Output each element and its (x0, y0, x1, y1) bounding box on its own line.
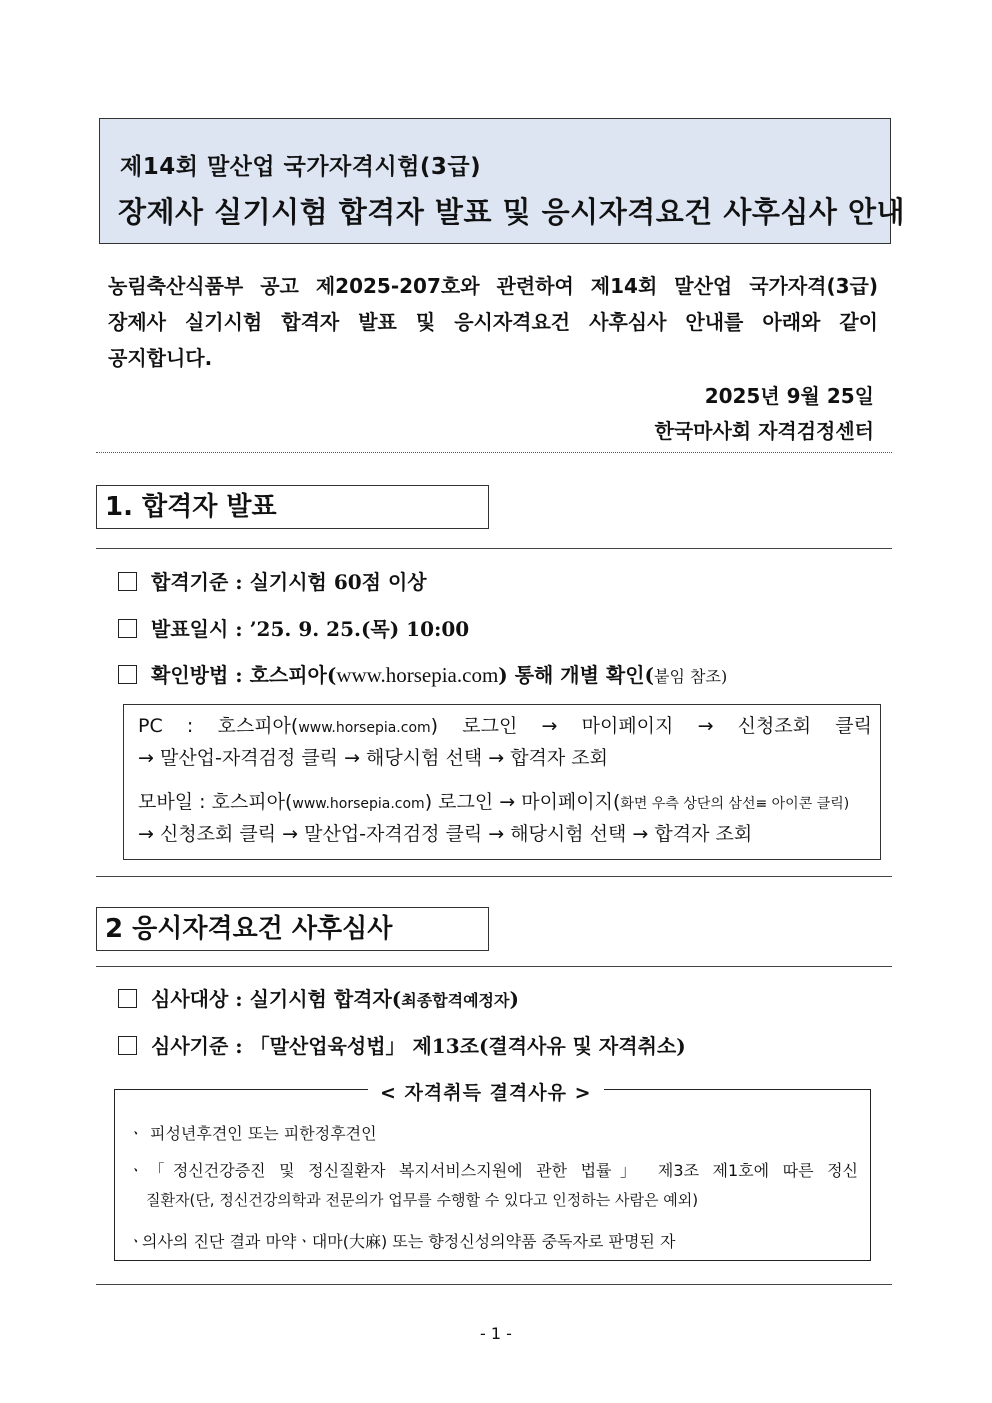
checkbox-square-icon (118, 665, 137, 684)
review-criteria-item (118, 1030, 686, 1059)
intro-paragraph (108, 268, 878, 376)
bullet-icon: ㆍ (128, 1124, 144, 1143)
section-1-heading: 1. 합격자 발표 (96, 485, 489, 529)
item-value: ) 통해 개별 확인( (498, 663, 655, 687)
page-number: - 1 - (480, 1324, 512, 1343)
item-label: 발표일시 (151, 617, 229, 641)
item-note: 최종합격예정자 (401, 991, 510, 1010)
item-label: 합격기준 (151, 570, 229, 594)
disqualification-title: < 자격취득 결격사유 > (368, 1078, 604, 1105)
horsepia-link[interactable]: www.horsepia.com (336, 663, 499, 687)
criteria-item (118, 566, 427, 595)
divider (96, 452, 892, 453)
announce-date-item (118, 613, 469, 642)
issuing-organization: 한국마사회 자격검정센터 (654, 419, 874, 443)
document-subtitle: 제14회 말산업 국가자격시험(3급) (120, 154, 482, 180)
reason-continuation: 질환자(단, 정신건강의학과 전문의가 업무를 수행할 수 있다고 인정하는 사람은 예외) (146, 1191, 699, 1209)
reason-text: 「정신건강증진 및 정신질환자 복지서비스지원에 관한 법률」 제3조 제1호에 따른 정신 (140, 1161, 858, 1180)
checkbox-square-icon (118, 619, 137, 638)
item-note: ) (720, 667, 728, 686)
bullet-icon: ㆍ (128, 1232, 144, 1251)
colon: : (228, 987, 250, 1011)
checkbox-square-icon (118, 1036, 137, 1055)
pc-instructions-line-1 (138, 711, 872, 743)
mobile-text: ) 로그인 → 마이페이지( (424, 791, 621, 813)
divider (96, 966, 892, 967)
reason-text: 의사의 진단 결과 마약ㆍ대마(大麻) 또는 향정신성의약품 중독자로 판명된 자 (142, 1232, 676, 1251)
pc-text: ) 로그인 → 마이페이지 → 신청조회 클릭 (430, 715, 872, 737)
item-value: 실기시험 60점 이상 (249, 570, 427, 594)
item-value: ’25. 9. 25.(목) 10:00 (249, 617, 470, 641)
item-label: 심사기준 (151, 1034, 229, 1058)
checkbox-square-icon (118, 572, 137, 591)
section-2-heading: 2 응시자격요건 사후심사 (96, 907, 489, 951)
mobile-text: 모바일 : 호스피아( (138, 791, 293, 813)
check-method-item (118, 659, 727, 688)
reason-item (128, 1158, 858, 1181)
review-target-item (118, 983, 519, 1012)
item-value: 「말산업육성법」 제13조(결격사유 및 자격취소) (249, 1034, 686, 1058)
mobile-instructions-line-2: → 신청조회 클릭 → 말산업-자격검정 클릭 → 해당시험 선택 → 합격자 조회 (138, 823, 753, 845)
howto-box (123, 704, 881, 860)
item-note: ) (509, 987, 519, 1011)
item-note: 붙임 참조 (654, 667, 721, 686)
item-label: 확인방법 (151, 663, 229, 687)
intro-line-3: 공지합니다. (108, 346, 213, 370)
checkbox-square-icon (118, 989, 137, 1008)
colon: : (228, 663, 250, 687)
divider (96, 1284, 892, 1285)
reason-text: 피성년후견인 또는 피한정후견인 (150, 1124, 377, 1143)
notice-date: 2025년 9월 25일 (704, 384, 874, 408)
reason-item (128, 1121, 858, 1144)
intro-line-2: 장제사 실기시험 합격자 발표 및 응시자격요건 사후심사 안내를 아래와 같이 (108, 310, 878, 334)
intro-line-1: 농림축산식품부 공고 제2025-207호와 관련하여 제14회 말산업 국가자격(3급) (108, 274, 878, 298)
pc-text: PC : 호스피아( (138, 715, 299, 737)
pc-instructions-line-2: → 말산업-자격검정 클릭 → 해당시험 선택 → 합격자 조회 (138, 747, 609, 769)
divider (96, 876, 892, 877)
colon: : (228, 570, 250, 594)
item-label: 심사대상 (151, 987, 229, 1011)
bullet-icon: ㆍ (128, 1161, 144, 1180)
item-value: 실기시험 합격자( (249, 987, 402, 1011)
mobile-note: 화면 우측 상단의 삼선≡ 아이콘 클릭) (620, 796, 850, 812)
colon: : (228, 617, 250, 641)
reason-item (128, 1229, 858, 1252)
colon: : (228, 1034, 250, 1058)
divider (96, 548, 892, 549)
item-value: 호스피아( (249, 663, 337, 687)
document-title: 장제사 실기시험 합격자 발표 및 응시자격요건 사후심사 안내 (118, 195, 906, 229)
mobile-instructions-line-1 (138, 787, 872, 819)
pc-link[interactable]: www.horsepia.com (298, 720, 431, 736)
mobile-link[interactable]: www.horsepia.com (292, 796, 425, 812)
